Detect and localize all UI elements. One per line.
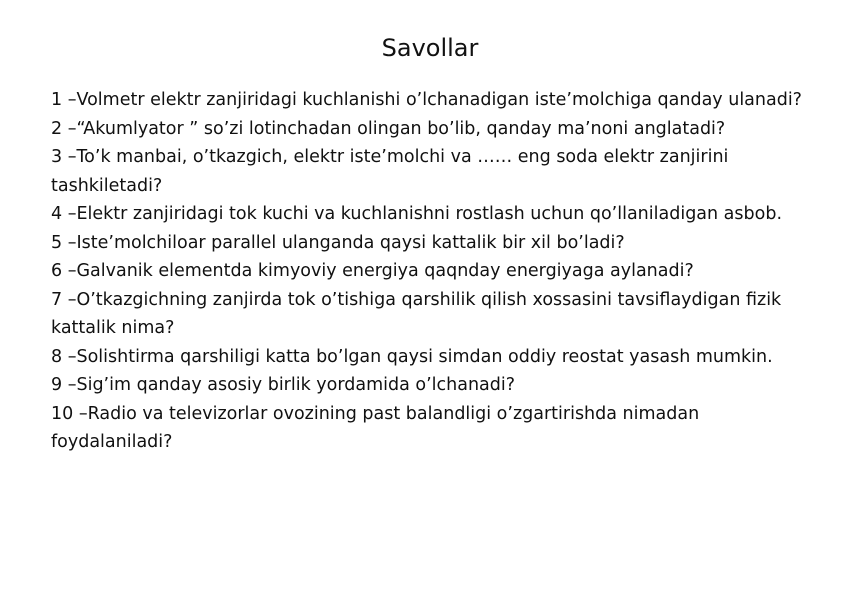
question-item — [51, 371, 826, 400]
question-number: 3 — [51, 147, 63, 167]
question-number: 2 — [51, 118, 63, 139]
question-item — [51, 400, 826, 457]
question-text: –Radio va televizorlar ovozining past balandligi o’zgartirishda nimadan foydalaniladi? — [51, 403, 700, 452]
question-number: 8 — [51, 346, 63, 367]
question-number: 9 — [51, 375, 63, 395]
question-text: –Sig’im qanday asosiy birlik yordamida o’lchanadi? — [67, 375, 516, 395]
question-number: 6 — [51, 261, 63, 281]
question-number: 10 — [51, 403, 74, 424]
question-item — [51, 257, 826, 286]
question-item — [51, 286, 826, 343]
question-text: –Elektr zanjiridagi tok kuchi va kuchlanishni rostlash uchun qo’llaniladigan asbob. — [67, 204, 783, 224]
question-text: –O’tkazgichning zanjirda tok o’tishiga qarshilik qilish xossasini tavsiflaydigan fizik kattalik nima? — [51, 289, 782, 338]
question-number: 4 — [51, 204, 63, 224]
question-text: –To’k manbai, o’tkazgich, elektr iste’molchi va …… eng soda elektr zanjirini tashkiletadi? — [51, 147, 729, 196]
question-text: –Galvanik elementda kimyoviy energiya qaqnday energiyaga aylanadi? — [67, 261, 694, 281]
question-item — [51, 143, 826, 200]
question-text: –Solishtirma qarshiligi katta bo’lgan qaysi simdan oddiy reostat yasash mumkin. — [67, 346, 773, 367]
question-item — [51, 200, 826, 229]
question-text: –Iste’molchiloar parallel ulanganda qaysi kattalik bir xil bo’ladi? — [67, 232, 625, 253]
question-item — [51, 115, 826, 144]
question-number: 1 — [51, 90, 63, 110]
slide-title: Savollar — [381, 34, 479, 62]
question-text: –“Akumlyator ” so’zi lotinchadan olingan bo’lib, qanday ma’noni anglatadi? — [67, 118, 726, 139]
question-item — [51, 86, 826, 115]
question-item — [51, 343, 826, 372]
question-item — [51, 229, 826, 258]
question-number: 7 — [51, 289, 63, 310]
question-text: –Volmetr elektr zanjiridagi kuchlanishi o’lchanadigan iste’molchiga qanday ulanadi? — [67, 90, 802, 110]
question-number: 5 — [51, 232, 63, 253]
question-list — [51, 86, 826, 457]
